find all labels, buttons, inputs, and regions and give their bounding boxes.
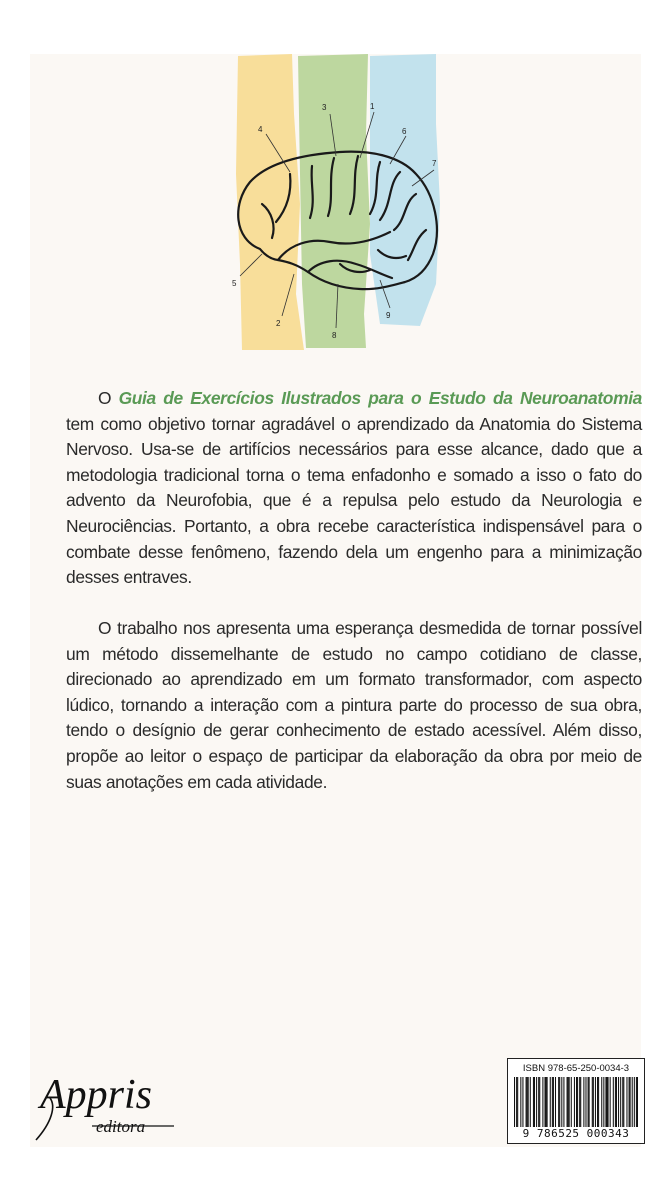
isbn-label: ISBN 978-65-250-0034-3 (522, 1063, 630, 1074)
book-title: Guia de Exercícios Ilustrados para o Estudo da Neuroanatomia (118, 388, 642, 408)
logo-subtext: editora (96, 1117, 146, 1136)
logo-text: Appris (40, 1072, 153, 1118)
label-8: 8 (332, 331, 337, 340)
brain-illustration (230, 54, 470, 354)
label-1: 1 (370, 102, 375, 111)
description-paragraph-1 (66, 386, 642, 591)
label-9: 9 (386, 311, 391, 320)
description-paragraph-2 (66, 616, 642, 795)
label-6: 6 (402, 127, 407, 136)
barcode-bars (514, 1077, 638, 1127)
label-3: 3 (322, 103, 327, 112)
back-cover (30, 54, 641, 1147)
publisher-logo (32, 1062, 182, 1142)
isbn-barcode (507, 1058, 645, 1144)
label-2: 2 (276, 319, 281, 328)
label-4: 4 (258, 125, 263, 134)
paragraph-body: tem como objetivo tornar agradável o aprendizado da Anatomia do Sistema Nervoso. Usa-se de artifícios necessários para esse alcance, dado que a metodologia tradicional torna o tema enfadonho e somado a isso o fato do advento da Neurofobia, que é a repulsa pelo estudo da Neurologia e Neurociências. Portanto, a obra recebe característica indispensável para o combate desse fenômeno, fazendo dela um engenho para a minimização desses entraves. (66, 413, 642, 588)
label-7: 7 (432, 159, 437, 168)
barcode-digits: 9 786525 000343 (522, 1127, 630, 1140)
paragraph-lead: O (98, 388, 119, 408)
paragraph-body: O trabalho nos apresenta uma esperança desmedida de tornar possível um método dissemelhante de estudo no campo cotidiano de classe, direcionado ao aprendizado em um formato transformador, com aspecto lúdico, tornando a interação com a pintura parte do processo de sua obra, tendo o desígnio de gerar conhecimento de estado acessível. Além disso, propõe ao leitor o espaço de participar da elaboração da obra por meio de suas anotações em cada atividade. (66, 618, 642, 792)
label-5: 5 (232, 279, 237, 288)
